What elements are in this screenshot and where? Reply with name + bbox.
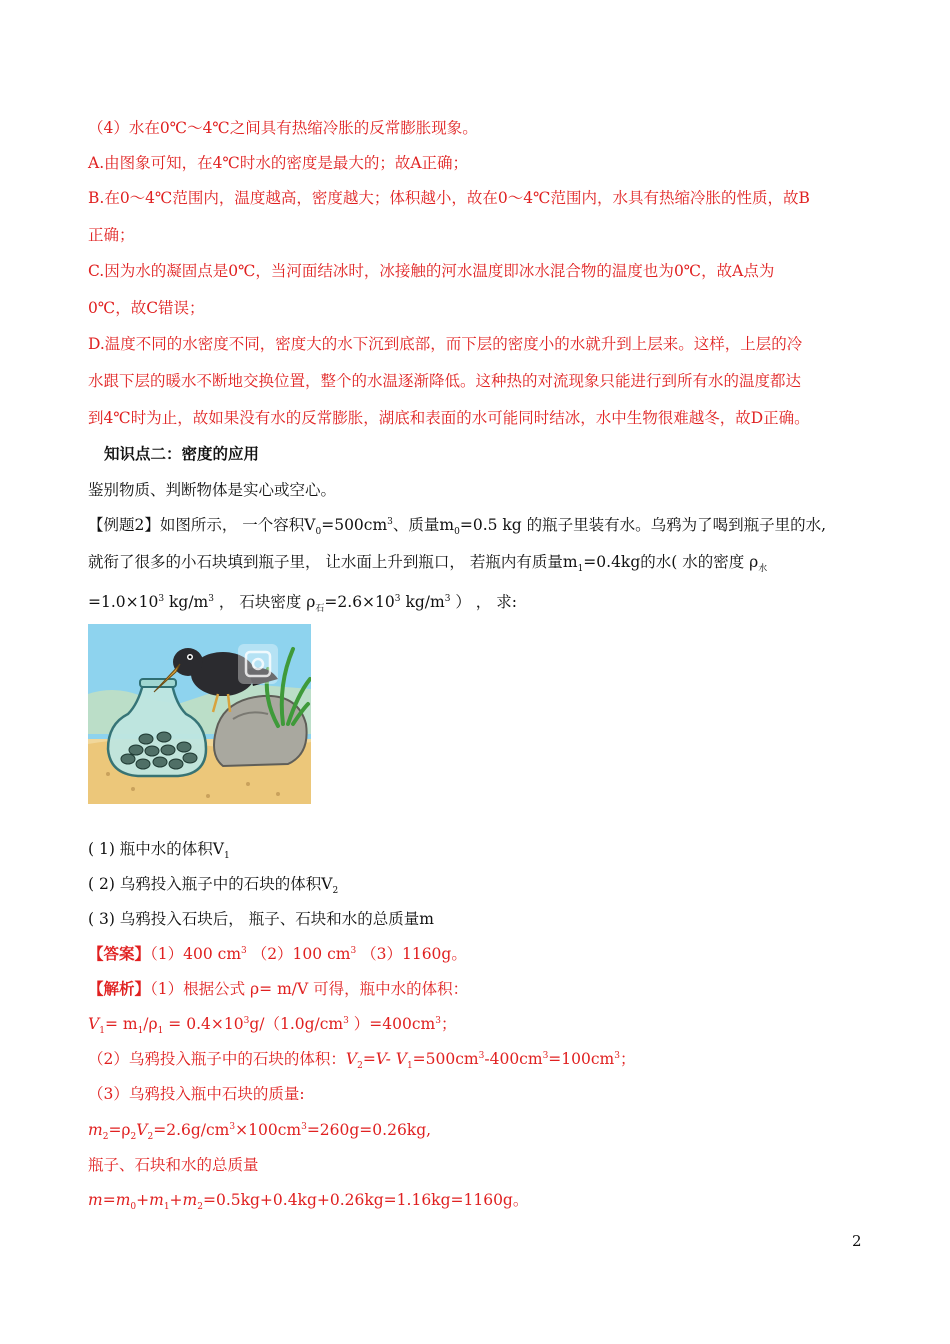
page-number: 2 [852,1232,862,1250]
example-line: $=1.0\times 10^3$ $kg/m^3$ ， 石块密度 $\rho_石=2.6\times 10^3$ $kg/m^3$ ） ， 求: [88,593,517,615]
formula-line: $m=m_0+m_1+m_2=0.5kg+0.4kg+0.26kg=1.16kg=1160g$。 [88,1191,529,1213]
question-line: ( 2) 乌鸦投入瓶子中的石块的体积$V_2$ [88,875,339,897]
text-line: 正确； [88,226,135,244]
analysis-line: 瓶子、石块和水的总质量 [88,1156,259,1174]
text-line: 到4℃时为止，故如果没有水的反常膨胀，湖底和表面的水可能同时结冰，水中生物很难越冬，故D正确。 [88,409,810,427]
text-line: C.因为水的凝固点是0℃，当河面结冰时，冰接触的河水温度即冰水混合物的温度也为0℃，故A点为 [88,262,775,280]
analysis-line: 【解析】（1）根据公式 ρ= m/V 可得，瓶中水的体积： [88,980,469,998]
text-line: B.在0～4℃范围内，温度越高，密度越大；体积越小，故在0～4℃范围内，水具有热缩冷胀的性质，故B [88,189,810,207]
question-line: ( 1) 瓶中水的体积$V_1$ [88,840,230,862]
example-line: 就衔了很多的小石块填到瓶子里， 让水面上升到瓶口， 若瓶内有质量$m_1=0.4kg$的水( 水的密度 $\rho_水$ [88,553,768,575]
formula-line: $m_2=\rho_2V_2=2.6g/cm^3\times 100cm^3=260g=0.26kg$, [88,1121,432,1143]
answer-line: 【答案】（1）400 $cm^3$ （2）100 $cm^3$ （3）1160g。 [88,945,467,963]
text-line: D.温度不同的水密度不同，密度大的水下沉到底部，而下层的密度小的水就升到上层来。这样，上层的冷 [88,335,803,353]
text-line: 0℃，故C错误； [88,299,205,317]
section-heading: 知识点二：密度的应用 [104,445,260,463]
analysis-line: （2）乌鸦投入瓶子中的石块的体积：$V_2=V-$ $V_1=500cm^3-400cm^3=100cm^3$； [88,1050,636,1072]
text-line: 水跟下层的暖水不断地交换位置，整个的水温逐渐降低。这种热的对流现象只能进行到所有水的温度都达 [88,372,802,390]
analysis-line: （3）乌鸦投入瓶中石块的质量: [88,1085,305,1103]
text-line: A.由图象可知，在4℃时水的密度是最大的；故A正确； [88,154,469,172]
question-line: ( 3) 乌鸦投入石块后， 瓶子、石块和水的总质量m [88,910,434,928]
formula-line: $V_1= m_1/\rho_1 = 0.4\times 10^3g/(1.0g/cm^3$ ）$=400cm^3$； [88,1015,457,1037]
text-line: （4）水在0℃～4℃之间具有热缩冷胀的反常膨胀现象。 [88,119,478,137]
text-line: 鉴别物质、判断物体是实心或空心。 [88,481,337,499]
crow-and-bottle-illustration [88,624,311,804]
example-line: 【例题2】如图所示， 一个容积$V_0=500cm^3$、质量$m_0=0.5$ kg 的瓶子里装有水。乌鸦为了喝到瓶子里的水, [88,516,827,538]
